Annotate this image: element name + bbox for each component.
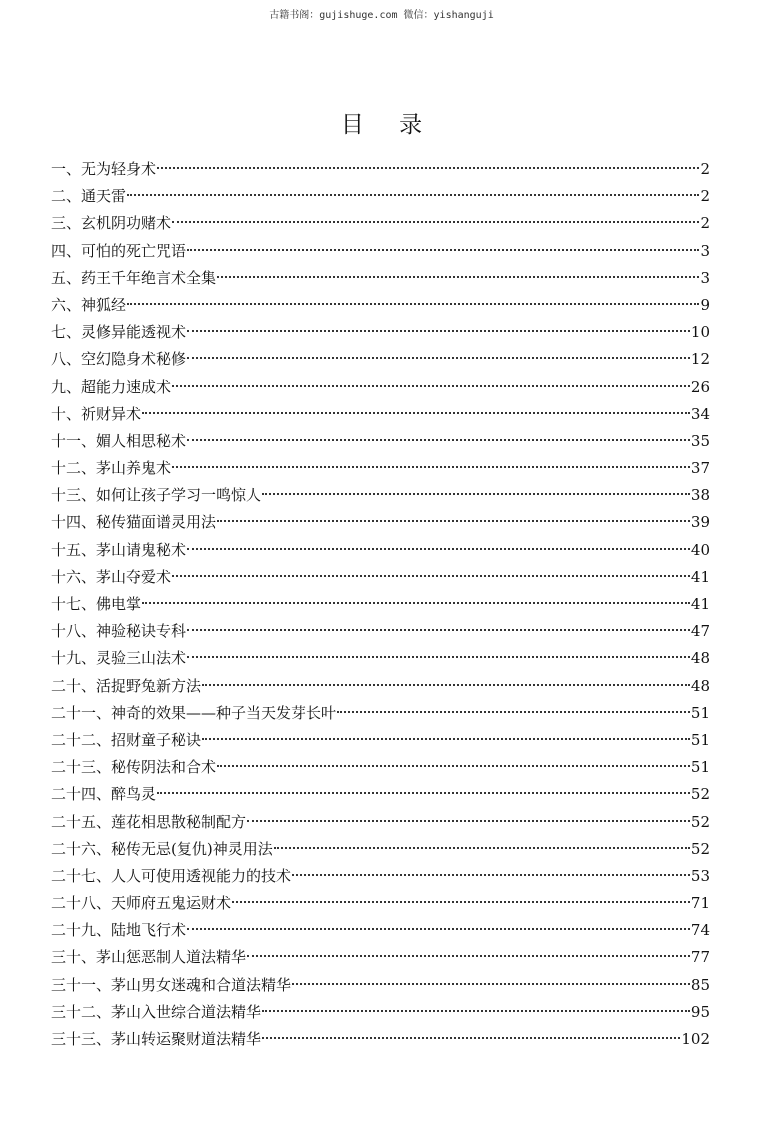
toc-entry-title: 十二、茅山养鬼术 (51, 459, 172, 478)
dot-leader (202, 684, 690, 686)
toc-entry-page-number: 34 (690, 404, 710, 423)
toc-entry-page-number: 3 (700, 241, 710, 260)
toc-entry[interactable] (51, 919, 710, 946)
toc-entry[interactable] (51, 348, 710, 375)
toc-entry-title: 七、灵修异能透视术 (51, 323, 187, 342)
toc-entry[interactable] (51, 729, 710, 756)
toc-entry[interactable] (51, 702, 710, 729)
toc-entry-page-number: 51 (690, 758, 710, 777)
dot-leader (187, 928, 690, 930)
toc-entry-title: 二十五、莲花相思散秘制配方 (51, 812, 247, 831)
toc-entry[interactable] (51, 539, 710, 566)
toc-entry[interactable] (51, 185, 710, 212)
toc-entry-title: 二十四、醉鸟灵 (51, 785, 157, 804)
toc-entry[interactable] (51, 783, 710, 810)
toc-entry-title: 十六、茅山夺爱术 (51, 567, 172, 586)
toc-entry-page-number: 2 (700, 214, 710, 233)
toc-entry[interactable] (51, 675, 710, 702)
dot-leader (142, 602, 690, 604)
toc-entry-page-number: 9 (700, 295, 710, 314)
dot-leader (187, 249, 699, 251)
toc-entry-page-number: 51 (690, 730, 710, 749)
page-title: 目 录 (340, 112, 437, 138)
toc-entry-title: 二十七、人人可使用透视能力的技术 (51, 866, 292, 885)
toc-entry-page-number: 38 (690, 486, 710, 505)
dot-leader (262, 1037, 680, 1039)
toc-entry-title: 四、可怕的死亡咒语 (51, 241, 187, 260)
toc-entry-title: 二十、活捉野兔新方法 (51, 676, 202, 695)
dot-leader (187, 330, 690, 332)
toc-entry-title: 二十二、招财童子秘诀 (51, 730, 202, 749)
toc-entry-title: 十一、媚人相思秘术 (51, 431, 187, 450)
toc-entry-page-number: 39 (690, 513, 710, 532)
toc-entry-title: 十九、灵验三山法术 (51, 649, 187, 668)
toc-entry-title: 三十三、茅山转运聚财道法精华 (51, 1030, 262, 1048)
toc-entry-title: 五、药王千年绝言术全集 (51, 268, 217, 287)
toc-entry-title: 十七、佛电掌 (51, 595, 142, 613)
toc-entry-title: 十三、如何让孩子学习一鸣惊人 (51, 486, 262, 505)
toc-entry[interactable] (51, 430, 710, 457)
dot-leader (247, 955, 690, 957)
dot-leader (187, 548, 690, 550)
toc-entry-title: 十八、神验秘诀专科 (51, 622, 187, 641)
toc-entry[interactable] (51, 593, 710, 620)
toc-entry-page-number: 48 (690, 676, 710, 695)
toc-entry-title: 十五、茅山请鬼秘术 (51, 540, 187, 559)
dot-leader (292, 983, 690, 985)
dot-leader (172, 466, 690, 468)
toc-entry[interactable] (51, 267, 710, 294)
toc-entry[interactable] (51, 811, 710, 838)
toc-entry[interactable] (51, 403, 710, 430)
toc-entry[interactable] (51, 974, 710, 1001)
toc-entry-page-number: 102 (681, 1030, 710, 1048)
toc-entry[interactable] (51, 838, 710, 865)
dot-leader (157, 167, 699, 169)
toc-entry-page-number: 2 (700, 160, 710, 178)
dot-leader (187, 656, 690, 658)
dot-leader (127, 194, 699, 196)
toc-entry-title: 十四、秘传猫面谱灵用法 (51, 513, 217, 532)
dot-leader (337, 711, 690, 713)
toc-entry-page-number: 41 (690, 595, 710, 613)
toc-entry-title: 二十一、神奇的效果——种子当天发芽长叶 (51, 703, 337, 722)
toc-entry-page-number: 53 (690, 866, 710, 885)
toc-entry[interactable] (51, 321, 710, 348)
toc-entry-page-number: 48 (690, 649, 710, 668)
toc-entry-page-number: 35 (690, 431, 710, 450)
dot-leader (217, 276, 699, 278)
toc-entry-page-number: 77 (690, 948, 710, 967)
dot-leader (157, 792, 690, 794)
toc-entry-title: 二十三、秘传阴法和合术 (51, 758, 217, 777)
toc-entry-title: 二十九、陆地飞行术 (51, 921, 187, 940)
toc-entry-page-number: 52 (690, 785, 710, 804)
toc-entry-title: 二十六、秘传无忌(复仇)神灵用法 (51, 839, 273, 858)
toc-entry-page-number: 47 (690, 622, 710, 641)
toc-entry-title: 三、玄机阴功赌术 (51, 214, 172, 233)
dot-leader (187, 439, 690, 441)
toc-entry-page-number: 51 (690, 703, 710, 722)
dot-leader (172, 575, 690, 577)
toc-entry-title: 一、无为轻身术 (51, 160, 157, 178)
toc-entry-title: 十、祈财异术 (51, 404, 142, 423)
table-of-contents (51, 158, 710, 1055)
toc-entry-page-number: 2 (700, 187, 710, 206)
toc-entry[interactable] (51, 294, 710, 321)
toc-entry[interactable] (51, 620, 710, 647)
toc-entry[interactable] (51, 240, 710, 267)
dot-leader (217, 520, 690, 522)
toc-entry[interactable] (51, 1028, 710, 1055)
toc-entry-page-number: 40 (690, 540, 710, 559)
toc-entry-title: 三十、茅山惩恶制人道法精华 (51, 948, 247, 967)
toc-entry[interactable] (51, 484, 710, 511)
page-header: 古籍书阁：gujishuge.com 微信：yishanguji (269, 10, 494, 21)
toc-entry-page-number: 3 (700, 268, 710, 287)
toc-entry-page-number: 71 (690, 894, 710, 913)
toc-entry[interactable] (51, 457, 710, 484)
dot-leader (142, 412, 690, 414)
dot-leader (217, 765, 690, 767)
toc-entry-page-number: 26 (690, 377, 710, 396)
dot-leader (187, 357, 690, 359)
toc-entry-page-number: 41 (690, 567, 710, 586)
toc-entry[interactable] (51, 946, 710, 973)
toc-entry[interactable] (51, 865, 710, 892)
toc-entry[interactable] (51, 376, 710, 403)
toc-entry[interactable] (51, 1001, 710, 1028)
toc-entry[interactable] (51, 511, 710, 538)
dot-leader (172, 221, 699, 223)
toc-entry-page-number: 12 (690, 350, 710, 369)
toc-entry[interactable] (51, 647, 710, 674)
dot-leader (262, 493, 690, 495)
toc-entry-title: 六、神狐经 (51, 295, 127, 314)
dot-leader (232, 901, 690, 903)
toc-entry-page-number: 85 (690, 975, 710, 994)
toc-entry[interactable] (51, 158, 710, 185)
toc-entry-page-number: 95 (690, 1002, 710, 1021)
dot-leader (262, 1010, 690, 1012)
dot-leader (202, 738, 690, 740)
toc-entry[interactable] (51, 566, 710, 593)
toc-entry[interactable] (51, 212, 710, 239)
toc-entry-title: 九、超能力速成术 (51, 377, 172, 396)
toc-entry-page-number: 10 (690, 323, 710, 342)
toc-entry-title: 二十八、天师府五鬼运财术 (51, 894, 232, 913)
toc-entry[interactable] (51, 892, 710, 919)
toc-entry-page-number: 52 (690, 812, 710, 831)
toc-entry-title: 八、空幻隐身术秘修 (51, 350, 187, 369)
toc-entry-page-number: 52 (690, 839, 710, 858)
toc-entry-title: 二、通天雷 (51, 187, 127, 206)
toc-entry-title: 三十一、茅山男女迷魂和合道法精华 (51, 975, 292, 994)
dot-leader (187, 629, 690, 631)
toc-entry-title: 三十二、茅山入世综合道法精华 (51, 1002, 262, 1021)
toc-entry[interactable] (51, 756, 710, 783)
dot-leader (274, 847, 690, 849)
dot-leader (172, 385, 690, 387)
toc-entry-page-number: 37 (690, 459, 710, 478)
toc-entry-page-number: 74 (690, 921, 710, 940)
dot-leader (247, 820, 690, 822)
dot-leader (292, 874, 690, 876)
dot-leader (127, 303, 699, 305)
